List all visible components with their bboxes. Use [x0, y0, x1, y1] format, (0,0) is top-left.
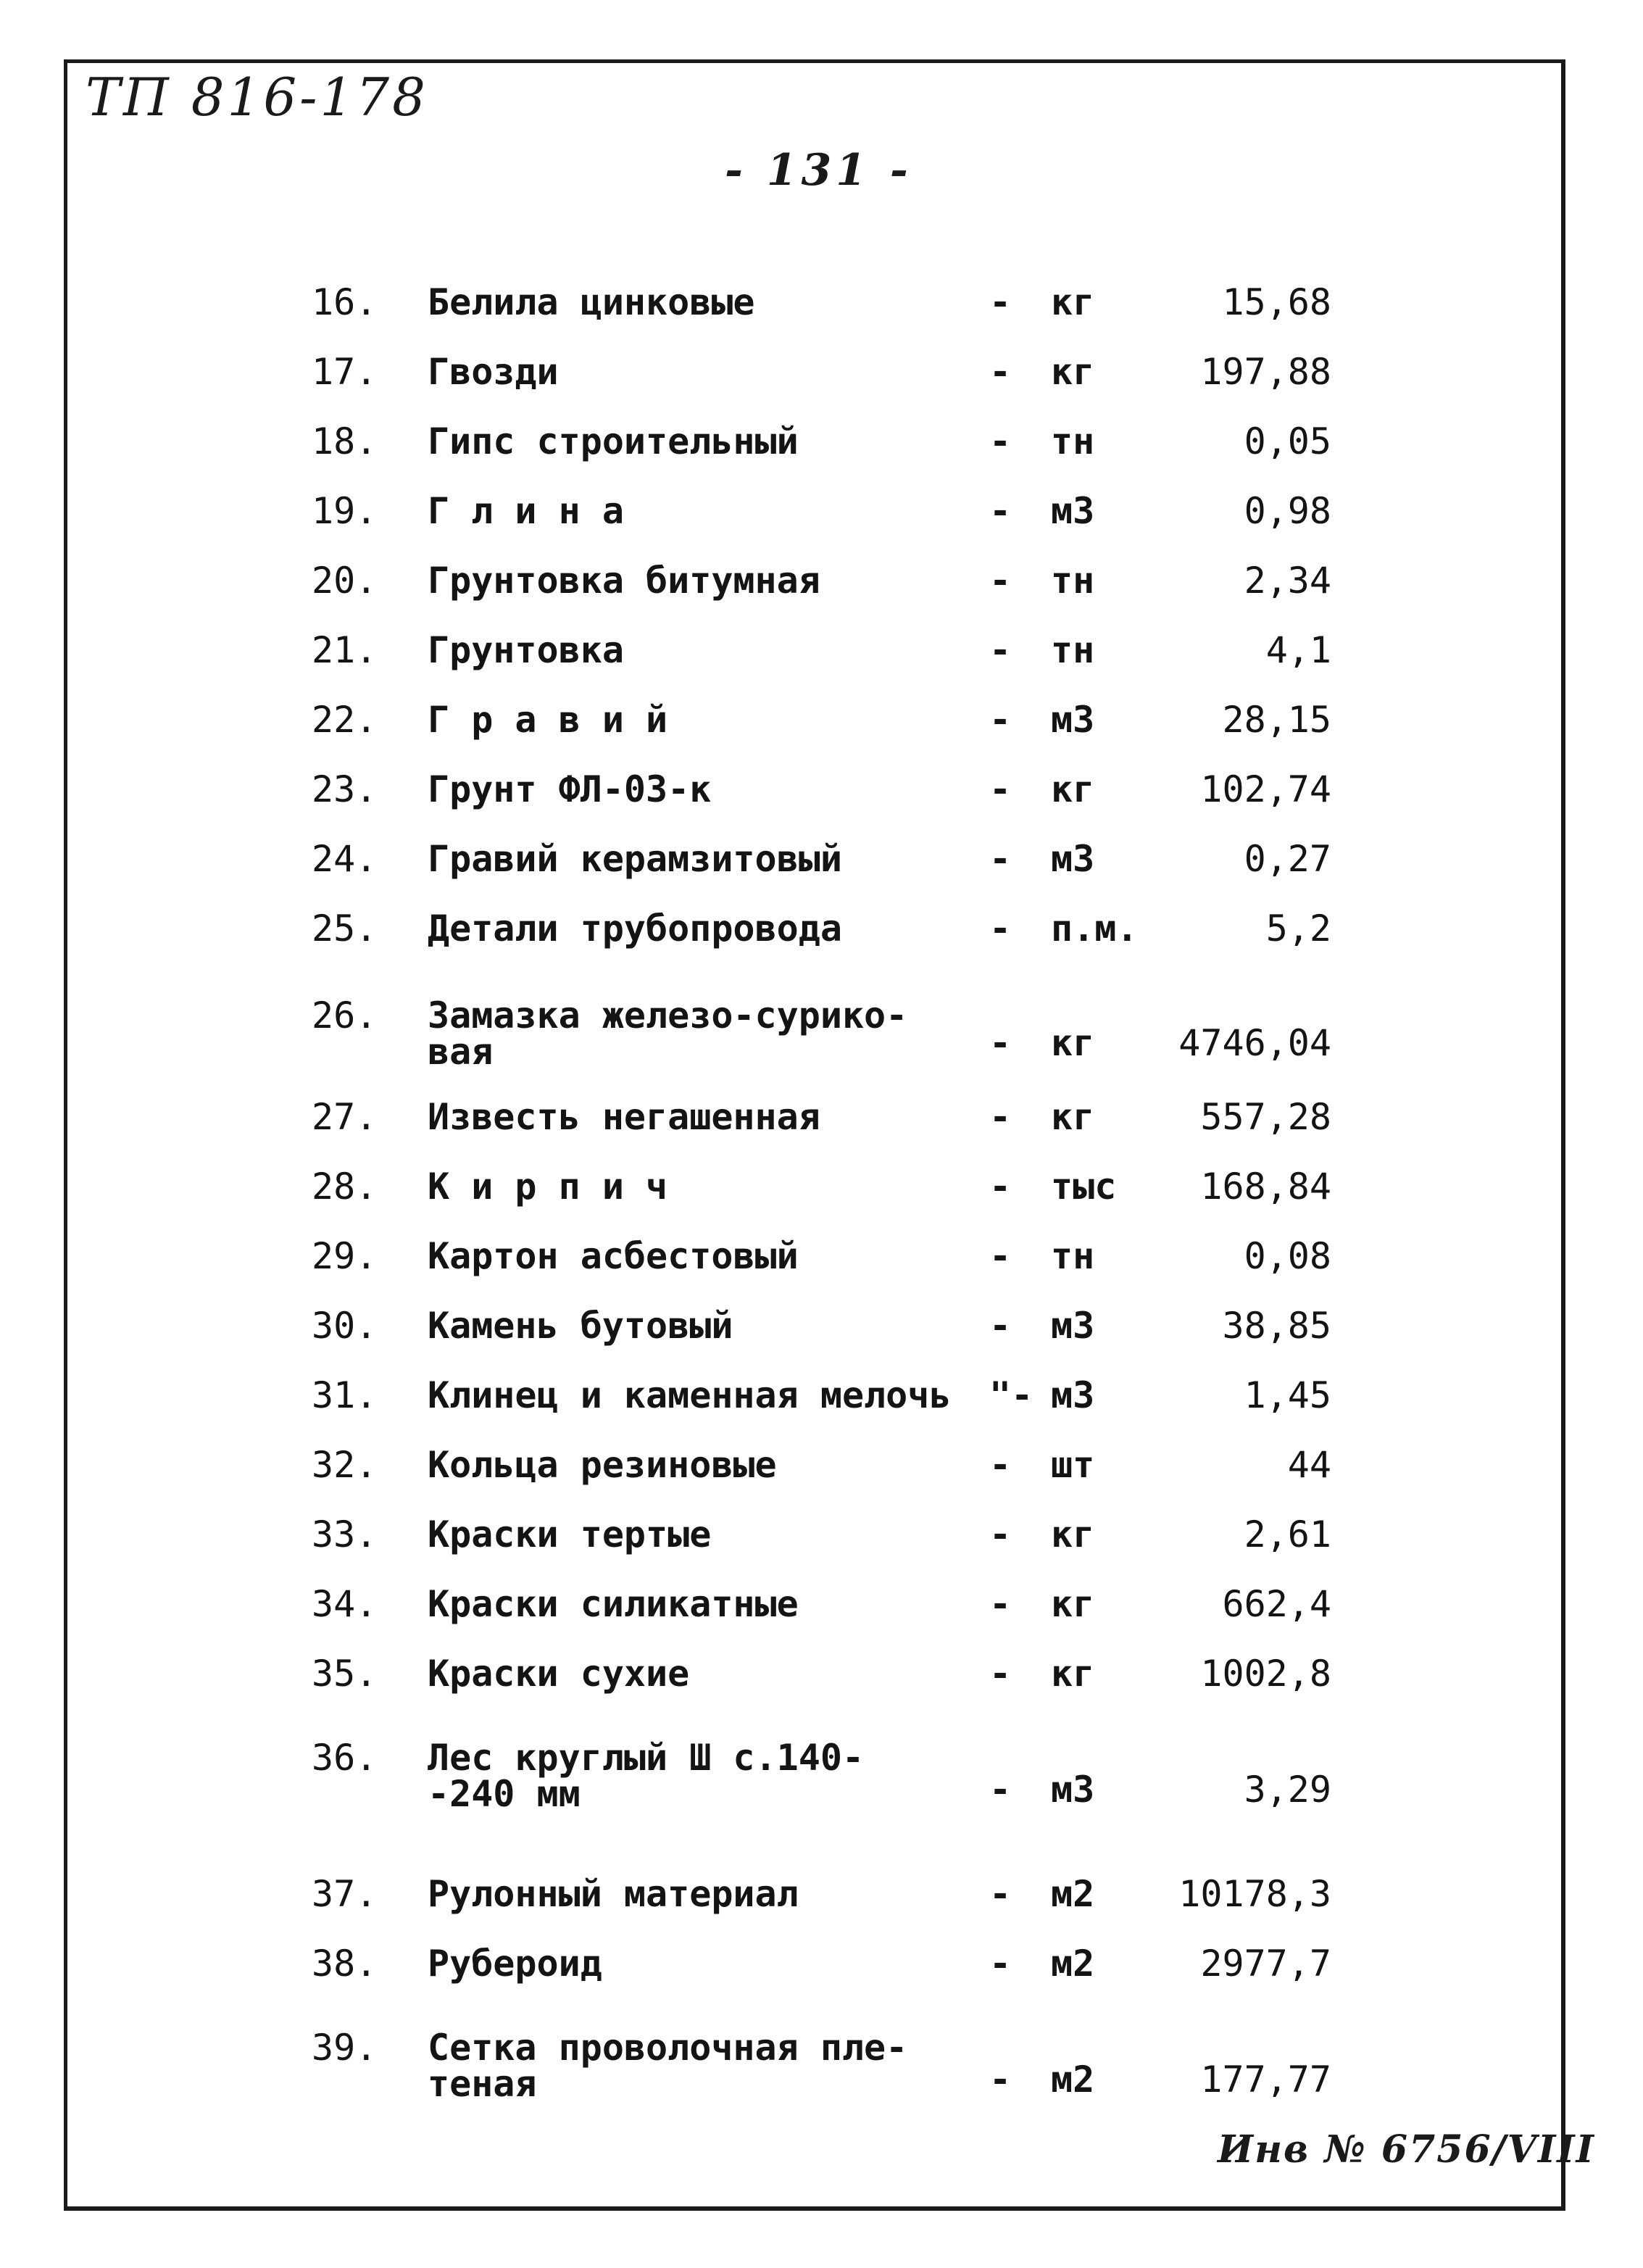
item-unit: кг [1051, 1096, 1095, 1138]
item-name: Лес круглый Ш с.140- -240 мм [428, 1737, 865, 1815]
item-value: 1002,8 [1200, 1653, 1331, 1695]
item-value: 1,45 [1244, 1374, 1331, 1416]
item-dash: - [989, 1235, 1012, 1277]
item-name: Краски силикатные [428, 1583, 799, 1625]
item-number: 18. [312, 420, 378, 462]
item-number: 36. [312, 1737, 378, 1779]
item-unit: м3 [1051, 699, 1095, 741]
item-value: 662,4 [1222, 1583, 1331, 1625]
item-unit: тн [1051, 420, 1095, 462]
item-value: 5,2 [1265, 907, 1331, 950]
item-unit: кг [1051, 1022, 1095, 1064]
item-value: 2977,7 [1200, 1943, 1331, 1985]
item-name: Картон асбестовый [428, 1235, 799, 1277]
item-number: 17. [312, 351, 378, 393]
item-dash: "- [989, 1374, 1033, 1416]
item-dash: - [989, 281, 1012, 323]
document-code: ТП 816-178 [86, 67, 428, 128]
item-unit: м3 [1051, 1769, 1095, 1811]
item-name: Клинец и каменная мелочь [428, 1374, 952, 1416]
item-value: 44 [1287, 1444, 1331, 1486]
item-unit: м3 [1051, 490, 1095, 532]
item-name: Детали трубопровода [428, 907, 842, 950]
item-unit: тыс [1051, 1166, 1117, 1208]
item-unit: п.м. [1051, 907, 1139, 950]
item-value: 2,61 [1244, 1513, 1331, 1555]
item-dash: - [989, 351, 1012, 393]
item-number: 28. [312, 1166, 378, 1208]
item-unit: тн [1051, 1235, 1095, 1277]
item-value: 4,1 [1265, 629, 1331, 671]
item-number: 26. [312, 994, 378, 1037]
item-dash: - [989, 490, 1012, 532]
item-number: 38. [312, 1943, 378, 1985]
item-dash: - [989, 1022, 1012, 1064]
item-unit: м3 [1051, 838, 1095, 880]
item-name: Замазка железо-сурико- вая [428, 994, 908, 1073]
item-number: 34. [312, 1583, 378, 1625]
item-dash: - [989, 1305, 1012, 1347]
item-value: 3,29 [1244, 1769, 1331, 1811]
item-value: 0,98 [1244, 490, 1331, 532]
item-name: Грунт ФЛ-03-к [428, 768, 712, 810]
item-unit: кг [1051, 351, 1095, 393]
item-value: 0,27 [1244, 838, 1331, 880]
item-name: Рубероид [428, 1943, 602, 1985]
item-number: 22. [312, 699, 378, 741]
item-unit: кг [1051, 768, 1095, 810]
item-name: Камень бутовый [428, 1305, 733, 1347]
item-number: 27. [312, 1096, 378, 1138]
item-number: 35. [312, 1653, 378, 1695]
item-name: Белила цинковые [428, 281, 755, 323]
item-number: 29. [312, 1235, 378, 1277]
item-number: 31. [312, 1374, 378, 1416]
item-unit: кг [1051, 1513, 1095, 1555]
item-name: Сетка проволочная пле- теная [428, 2027, 908, 2105]
item-name: К и р п и ч [428, 1166, 668, 1208]
item-dash: - [989, 907, 1012, 950]
item-dash: - [989, 420, 1012, 462]
item-unit: м3 [1051, 1374, 1095, 1416]
item-value: 2,34 [1244, 560, 1331, 602]
item-dash: - [989, 1943, 1012, 1985]
item-number: 16. [312, 281, 378, 323]
item-number: 37. [312, 1873, 378, 1915]
item-dash: - [989, 2059, 1012, 2101]
item-value: 168,84 [1200, 1166, 1331, 1208]
item-value: 102,74 [1200, 768, 1331, 810]
item-name: Краски тертые [428, 1513, 712, 1555]
item-value: 557,28 [1200, 1096, 1331, 1138]
item-number: 19. [312, 490, 378, 532]
item-unit: тн [1051, 629, 1095, 671]
item-number: 33. [312, 1513, 378, 1555]
item-dash: - [989, 1769, 1012, 1811]
item-value: 0,05 [1244, 420, 1331, 462]
item-name: Гравий керамзитовый [428, 838, 842, 880]
item-number: 25. [312, 907, 378, 950]
item-dash: - [989, 1096, 1012, 1138]
item-unit: кг [1051, 1583, 1095, 1625]
item-name: Грунтовка битумная [428, 560, 820, 602]
item-name: Рулонный материал [428, 1873, 799, 1915]
item-dash: - [989, 629, 1012, 671]
item-number: 23. [312, 768, 378, 810]
item-dash: - [989, 1583, 1012, 1625]
item-value: 28,15 [1222, 699, 1331, 741]
item-value: 38,85 [1222, 1305, 1331, 1347]
item-dash: - [989, 1653, 1012, 1695]
item-dash: - [989, 1166, 1012, 1208]
item-name: Кольца резиновые [428, 1444, 777, 1486]
item-dash: - [989, 699, 1012, 741]
item-name: Г р а в и й [428, 699, 668, 741]
item-name: Гипс строительный [428, 420, 799, 462]
item-number: 20. [312, 560, 378, 602]
item-unit: м2 [1051, 1873, 1095, 1915]
item-dash: - [989, 838, 1012, 880]
item-number: 21. [312, 629, 378, 671]
item-value: 15,68 [1222, 281, 1331, 323]
item-value: 177,77 [1200, 2059, 1331, 2101]
item-number: 24. [312, 838, 378, 880]
item-unit: кг [1051, 1653, 1095, 1695]
item-number: 39. [312, 2027, 378, 2069]
item-unit: м2 [1051, 2059, 1095, 2101]
item-name: Г л и н а [428, 490, 624, 532]
item-dash: - [989, 768, 1012, 810]
item-value: 4746,04 [1178, 1022, 1331, 1064]
page-number: - 131 - [725, 145, 912, 196]
item-value: 0,08 [1244, 1235, 1331, 1277]
item-dash: - [989, 1513, 1012, 1555]
item-unit: шт [1051, 1444, 1095, 1486]
item-name: Грунтовка [428, 629, 624, 671]
item-unit: тн [1051, 560, 1095, 602]
item-name: Краски сухие [428, 1653, 690, 1695]
item-number: 32. [312, 1444, 378, 1486]
item-name: Известь негашенная [428, 1096, 820, 1138]
item-unit: м3 [1051, 1305, 1095, 1347]
item-dash: - [989, 1873, 1012, 1915]
item-unit: м2 [1051, 1943, 1095, 1985]
item-dash: - [989, 1444, 1012, 1486]
item-unit: кг [1051, 281, 1095, 323]
item-dash: - [989, 560, 1012, 602]
item-value: 10178,3 [1178, 1873, 1331, 1915]
item-number: 30. [312, 1305, 378, 1347]
item-name: Гвозди [428, 351, 559, 393]
item-value: 197,88 [1200, 351, 1331, 393]
inventory-stamp: Инв № 6756/VIII [1218, 2127, 1595, 2172]
